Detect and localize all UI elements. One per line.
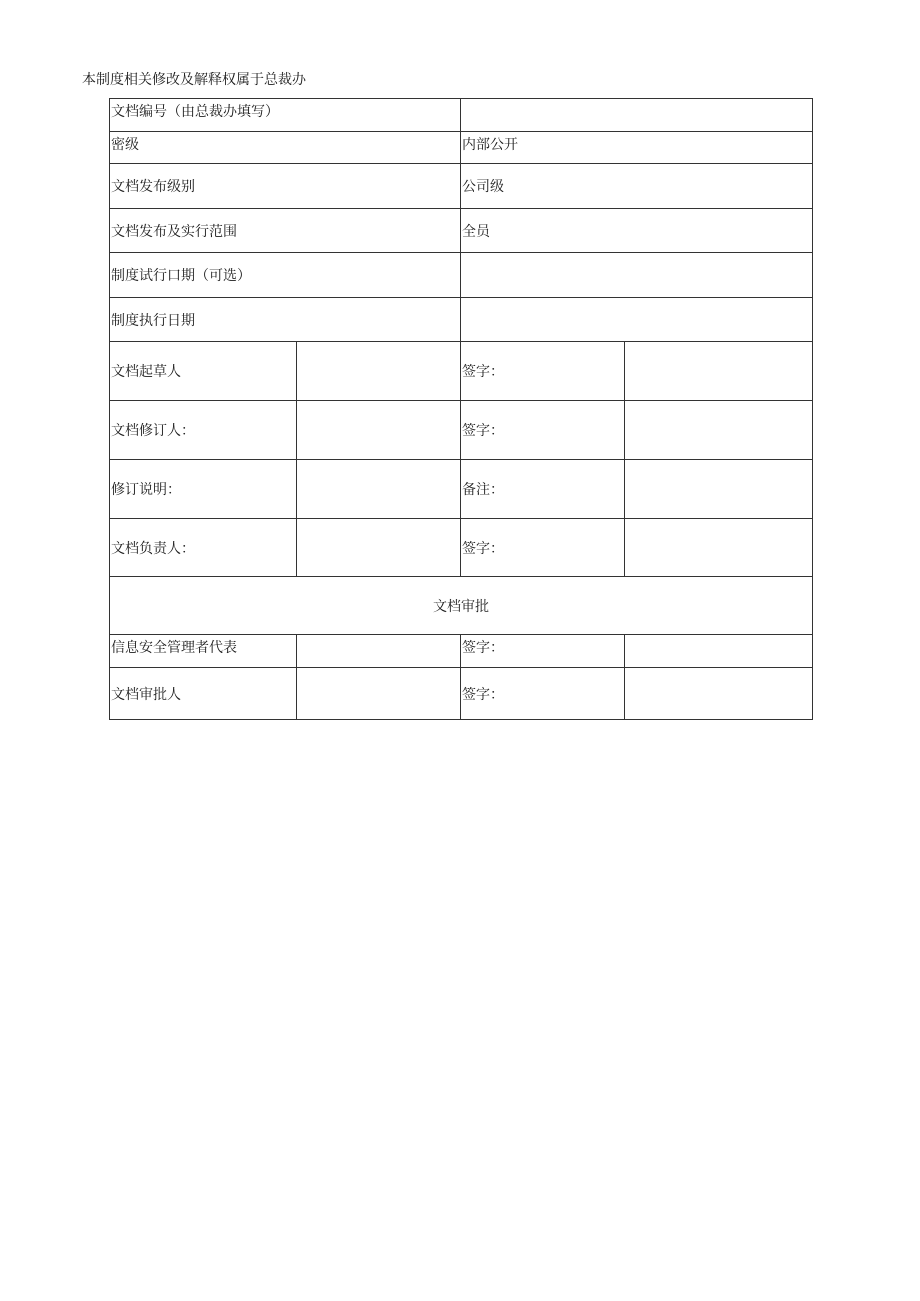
security-rep-sign-value[interactable]: [625, 635, 813, 668]
trial-date-label: 制度试行口期（可选）: [110, 253, 461, 298]
trial-date-value[interactable]: [461, 253, 813, 298]
row-release-scope: [110, 209, 813, 253]
reviser-label: 文档修订人：: [110, 401, 297, 460]
row-approval-title: [110, 577, 813, 635]
owner-sign-value[interactable]: [625, 519, 813, 577]
security-rep-sign-label: 签字：: [461, 635, 625, 668]
owner-value[interactable]: [297, 519, 461, 577]
owner-sign-label: 签字：: [461, 519, 625, 577]
security-level-label: 密级: [110, 132, 461, 164]
page-heading: 本制度相关修改及解释权属于总裁办: [82, 72, 306, 88]
release-scope-label: 文档发布及实行范围: [110, 209, 461, 253]
revision-remark-label: 备注：: [461, 460, 625, 519]
owner-label: 文档负责人：: [110, 519, 297, 577]
revision-remark-value[interactable]: [625, 460, 813, 519]
effective-date-label: 制度执行日期: [110, 298, 461, 342]
approver-label: 文档审批人: [110, 668, 297, 720]
release-scope-value[interactable]: 全员: [461, 209, 813, 253]
row-drafter: [110, 342, 813, 401]
row-revision-note: [110, 460, 813, 519]
release-level-label: 文档发布级别: [110, 164, 461, 209]
approver-sign-label: 签字：: [461, 668, 625, 720]
document-control-table: [109, 98, 813, 720]
row-security-rep: [110, 635, 813, 668]
row-trial-date: [110, 253, 813, 298]
revision-note-label: 修订说明：: [110, 460, 297, 519]
effective-date-value[interactable]: [461, 298, 813, 342]
reviser-sign-value[interactable]: [625, 401, 813, 460]
drafter-sign-label: 签字：: [461, 342, 625, 401]
security-level-value[interactable]: 内部公开: [461, 132, 813, 164]
row-owner: [110, 519, 813, 577]
approver-value[interactable]: [297, 668, 461, 720]
row-reviser: [110, 401, 813, 460]
row-security-level: [110, 132, 813, 164]
reviser-sign-label: 签字：: [461, 401, 625, 460]
revision-note-value[interactable]: [297, 460, 461, 519]
security-rep-label: 信息安全管理者代表: [110, 635, 297, 668]
approver-sign-value[interactable]: [625, 668, 813, 720]
approval-section-title: 文档审批: [110, 577, 813, 635]
row-approver: [110, 668, 813, 720]
drafter-value[interactable]: [297, 342, 461, 401]
reviser-value[interactable]: [297, 401, 461, 460]
row-release-level: [110, 164, 813, 209]
doc-number-value[interactable]: [461, 99, 813, 132]
release-level-value[interactable]: 公司级: [461, 164, 813, 209]
doc-number-label: 文档编号（由总裁办填写）: [110, 99, 461, 132]
security-rep-value[interactable]: [297, 635, 461, 668]
drafter-label: 文档起草人: [110, 342, 297, 401]
row-doc-number: [110, 99, 813, 132]
row-effective-date: [110, 298, 813, 342]
drafter-sign-value[interactable]: [625, 342, 813, 401]
